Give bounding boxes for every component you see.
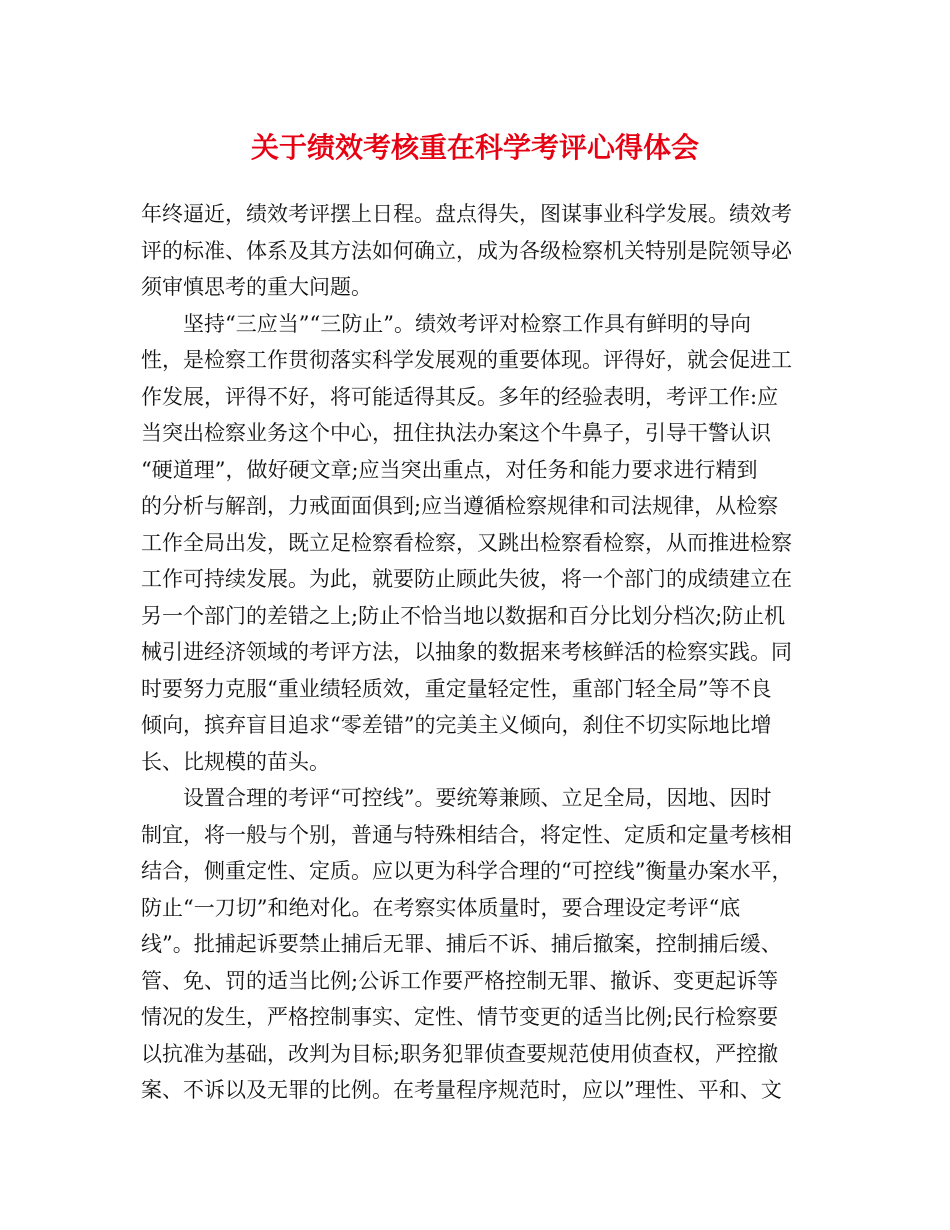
text-line: 性，是检察工作贯彻落实科学发展观的重要体现。评得好，就会促进工 bbox=[141, 348, 792, 372]
text-line: “硬道理”，做好硬文章;应当突出重点，对任务和能力要求进行精到 bbox=[141, 457, 758, 482]
text-line: 以抗准为基础，改判为目标;职务犯罪侦查要规范使用侦查权，严控撤 bbox=[141, 1041, 779, 1066]
text-line: 线”。批捕起诉要禁止捕后无罪、捕后不诉、捕后撤案，控制捕后缓、 bbox=[141, 932, 782, 956]
text-line: 械引进经济领域的考评方法，以抽象的数据来考核鲜活的检察实践。同 bbox=[141, 640, 792, 664]
text-line: 长、比规模的苗头。 bbox=[141, 749, 330, 774]
text-line: 案、不诉以及无罪的比例。在考量程序规范时，应以”理性、平和、文 bbox=[141, 1078, 782, 1102]
document-body bbox=[141, 196, 829, 1109]
text-line: 年终逼近，绩效考评摆上日程。盘点得失，图谋事业科学发展。绩效考 bbox=[141, 202, 792, 226]
text-line: 防止“一刀切”和绝对化。在考察实体质量时，要合理设定考评“底 bbox=[141, 895, 741, 920]
text-line: 管、免、罚的适当比例;公诉工作要严格控制无罪、撤诉、变更起诉等 bbox=[141, 968, 779, 993]
text-line: 设置合理的考评“可控线”。要统筹兼顾、立足全局，因地、因时 bbox=[141, 786, 772, 810]
text-line: 工作可持续发展。为此，就要防止顾此失彼，将一个部门的成绩建立在 bbox=[141, 567, 792, 591]
text-line: 当突出检察业务这个中心，扭住执法办案这个牛鼻子，引导干警认识 bbox=[141, 421, 771, 445]
text-line: 制宜，将一般与个别，普通与特殊相结合，将定性、定质和定量考核相 bbox=[141, 822, 792, 847]
text-line: 评的标准、体系及其方法如何确立，成为各级检察机关特别是院领导必 bbox=[141, 238, 792, 263]
text-line: 情况的发生，严格控制事实、定性、情节变更的适当比例;民行检察要 bbox=[141, 1005, 779, 1029]
text-line: 倾向，摈弃盲目追求“零差错”的完美主义倾向，刹住不切实际地比增 bbox=[141, 713, 772, 737]
text-line: 须审慎思考的重大问题。 bbox=[141, 275, 372, 299]
text-line: 工作全局出发，既立足检察看检察，又跳出检察看检察，从而推进检察 bbox=[141, 530, 792, 555]
text-line: 的分析与解剖，力戒面面俱到;应当遵循检察规律和司法规律，从检察 bbox=[141, 494, 779, 518]
text-line: 作发展，评得不好，将可能适得其反。多年的经验表明，考评工作:应 bbox=[141, 384, 779, 409]
document-title: 关于绩效考核重在科学考评心得体会 bbox=[250, 131, 699, 164]
text-line: 另一个部门的差错之上;防止不恰当地以数据和百分比划分档次;防止机 bbox=[141, 603, 786, 628]
text-line: 时要努力克服“重业绩轻质效，重定量轻定性，重部门轻全局”等不良 bbox=[141, 676, 772, 701]
text-line: 坚持“三应当”“三防止”。绩效考评对检察工作具有鲜明的导向 bbox=[141, 311, 751, 336]
text-line: 结合，侧重定性、定质。应以更为科学合理的“可控线”衡量办案水平， bbox=[141, 859, 793, 883]
